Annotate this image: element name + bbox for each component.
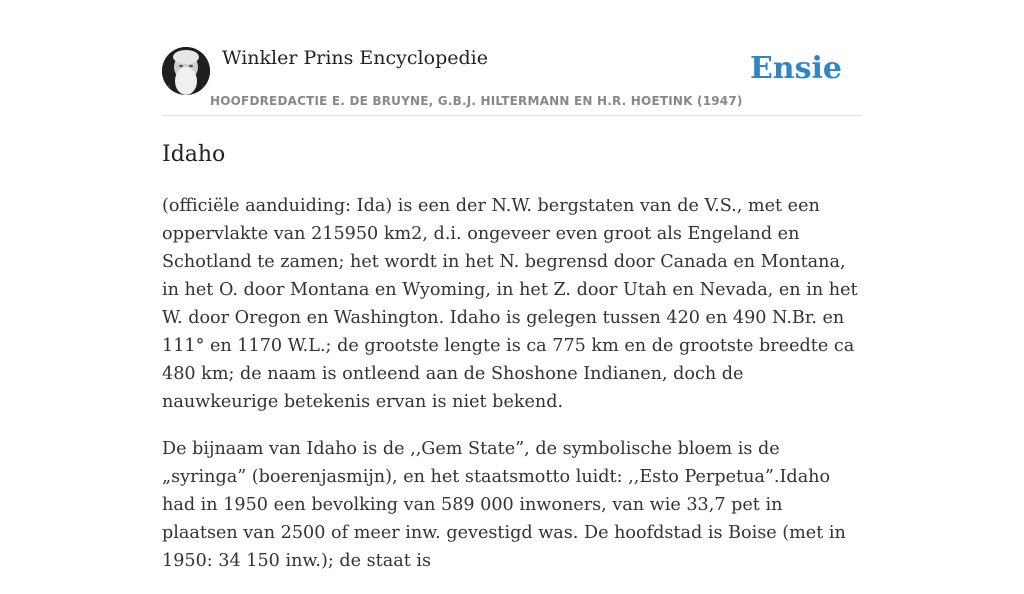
page-container: [162, 0, 862, 571]
article-title: Idaho: [162, 142, 226, 167]
site-title[interactable]: Winkler Prins Encyclopedie: [222, 47, 488, 69]
article-body: [162, 192, 862, 594]
article-paragraph: (officiële aanduiding: Ida) is een der N.W. bergstaten van de V.S., met een oppervlakte van 215950 km2, d.i. ongeveer even groot als Engeland en Schotland te zamen; het wordt in het N. begrensd door Canada en Montana, in het O. door Montana en Wyoming, in het Z. door Utah en Nevada, en in het W. door Oregon en Washington. Idaho is gelegen tussen 420 en 490 N.Br. en 111° en 1170 W.L.; de grootste lengte is ca 775 km en de grootste breedte ca 480 km; de naam is ontleend aan de Shoshone Indianen, doch de nauwkeurige betekenis ervan is niet bekend.: [162, 196, 858, 412]
site-header: [162, 0, 862, 116]
site-subtitle: HOOFDREDACTIE E. DE BRUYNE, G.B.J. HILTERMANN EN H.R. HOETINK (1947): [210, 94, 743, 108]
brand-logo-link[interactable]: Ensie: [749, 51, 842, 86]
article-paragraph: De bijnaam van Idaho is de ,,Gem State”, de symbolische bloem is de „syringa” (boerenjasmijn), en het staatsmotto luidt: ,,Esto Perpetua”.Idaho had in 1950 een bevolking van 589 000 inwoners, van wie 33,7 pet in plaatsen van 2500 of meer inw. gevestigd was. De hoofdstad is Boise (met in 1950: 34 150 inw.); de staat is: [162, 439, 846, 571]
author-portrait[interactable]: [162, 47, 210, 95]
portrait-image: [162, 47, 210, 95]
